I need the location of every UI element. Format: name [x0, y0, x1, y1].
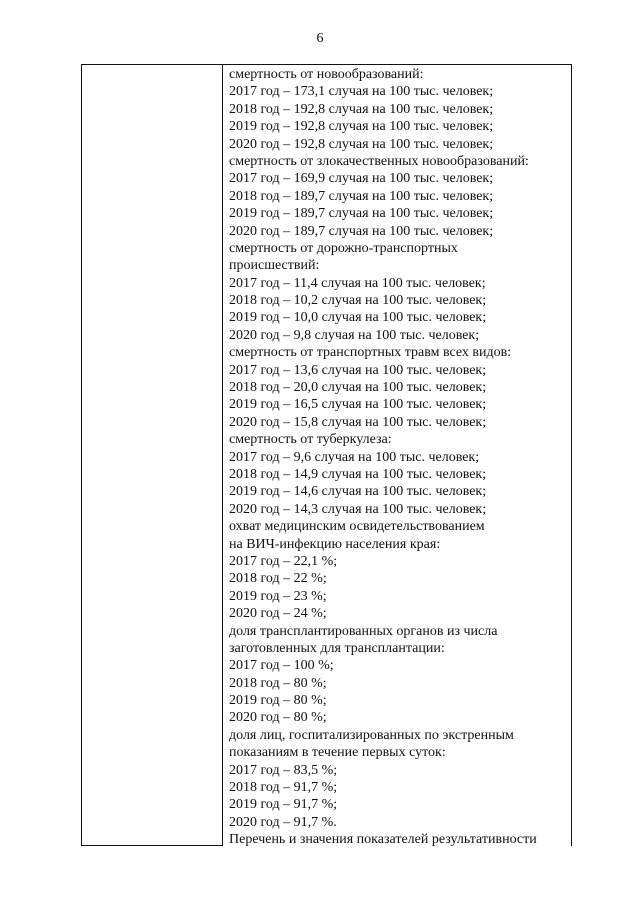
text-line: 2018 год – 22 %;: [229, 571, 327, 587]
text-line: смертность от дорожно-транспортных: [229, 240, 458, 256]
text-line: 2018 год – 10,2 случая на 100 тыс. человек;: [229, 293, 487, 309]
text-line: смертность от злокачественных новообразований:: [229, 153, 529, 169]
text-line: 2017 год – 169,9 случая на 100 тыс. человек;: [229, 171, 494, 187]
text-line: 2017 год – 83,5 %;: [229, 762, 338, 778]
indicators-table: [81, 64, 572, 846]
text-line: 2020 год – 14,3 случая на 100 тыс. человек;: [229, 501, 487, 517]
text-line: 2017 год – 11,4 случая на 100 тыс. человек;: [229, 275, 486, 291]
text-line: доля трансплантированных органов из числа: [229, 623, 498, 639]
text-line: 2017 год – 9,6 случая на 100 тыс. человек;: [229, 449, 480, 465]
text-line: 2018 год – 14,9 случая на 100 тыс. человек;: [229, 466, 487, 482]
page-number: 6: [316, 31, 324, 46]
text-line: 2019 год – 192,8 случая на 100 тыс. человек;: [229, 119, 494, 135]
text-line: показаниям в течение первых суток:: [229, 745, 446, 761]
text-line: 2019 год – 10,0 случая на 100 тыс. человек;: [229, 310, 487, 326]
column-divider: [222, 65, 223, 846]
text-line: смертность от транспортных травм всех видов:: [229, 345, 512, 361]
text-line: 2019 год – 23 %;: [229, 588, 327, 604]
text-line: 2017 год – 173,1 случая на 100 тыс. человек;: [229, 84, 494, 100]
text-line: 2020 год – 91,7 %.: [229, 814, 337, 830]
text-line: 2020 год – 189,7 случая на 100 тыс. человек;: [229, 223, 494, 239]
text-line: охват медицинским освидетельствованием: [229, 519, 485, 535]
text-line: 2017 год – 22,1 %;: [229, 553, 338, 569]
text-line: происшествий:: [229, 258, 320, 274]
text-line: 2017 год – 13,6 случая на 100 тыс. человек;: [229, 362, 487, 378]
text-line: 2020 год – 80 %;: [229, 710, 327, 726]
text-line: 2018 год – 192,8 случая на 100 тыс. человек;: [229, 101, 494, 117]
text-line: 2019 год – 91,7 %;: [229, 797, 338, 813]
text-line: 2018 год – 20,0 случая на 100 тыс. человек;: [229, 380, 487, 396]
text-line: 2018 год – 91,7 %;: [229, 780, 338, 796]
text-line: 2018 год – 189,7 случая на 100 тыс. человек;: [229, 188, 494, 204]
text-line: заготовленных для трансплантации:: [229, 640, 445, 656]
indicator-lines: [229, 66, 569, 849]
text-line: 2017 год – 100 %;: [229, 658, 334, 674]
text-line: 2018 год – 80 %;: [229, 675, 327, 691]
text-line: 2019 год – 189,7 случая на 100 тыс. человек;: [229, 206, 494, 222]
text-line: 2020 год – 192,8 случая на 100 тыс. человек;: [229, 136, 494, 152]
text-line: 2020 год – 9,8 случая на 100 тыс. человек;: [229, 327, 480, 343]
text-line: на ВИЧ-инфекцию населения края:: [229, 536, 441, 552]
text-line: 2019 год – 16,5 случая на 100 тыс. человек;: [229, 397, 487, 413]
text-line: 2019 год – 80 %;: [229, 693, 327, 709]
text-line: смертность от туберкулеза:: [229, 432, 392, 448]
text-line: Перечень и значения показателей результативности: [229, 832, 537, 848]
text-line: 2020 год – 15,8 случая на 100 тыс. человек;: [229, 414, 487, 430]
text-line: смертность от новообразований:: [229, 67, 424, 82]
left-cell-bottom-border: [81, 845, 222, 846]
text-line: доля лиц, госпитализированных по экстренным: [229, 727, 514, 743]
text-line: 2020 год – 24 %;: [229, 606, 327, 622]
text-line: 2019 год – 14,6 случая на 100 тыс. человек;: [229, 484, 487, 500]
